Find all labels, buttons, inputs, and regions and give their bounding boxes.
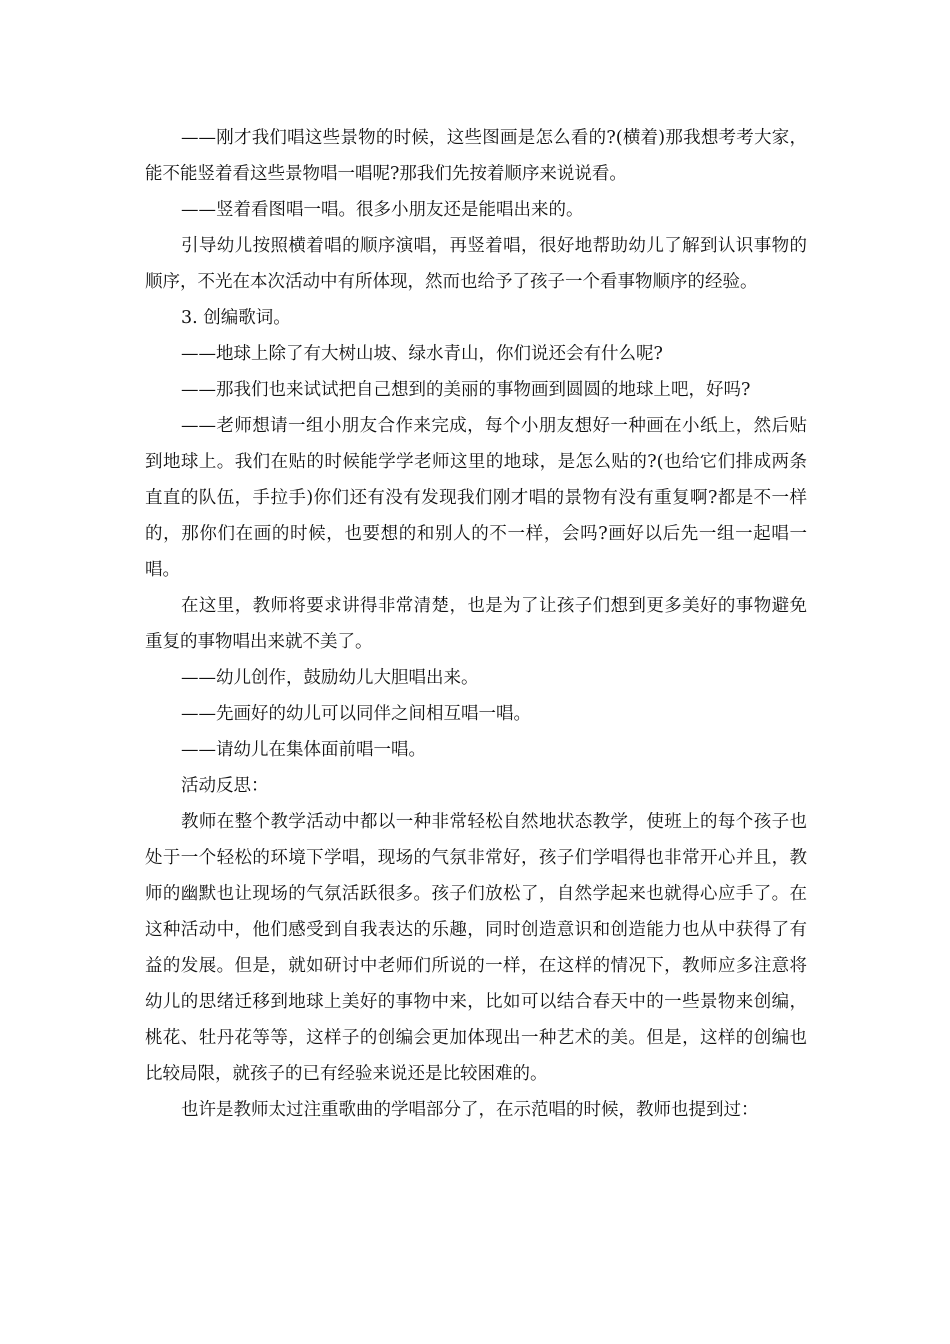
paragraph: 引导幼儿按照横着唱的顺序演唱，再竖着唱，很好地帮助幼儿了解到认识事物的顺序，不光在本次活动中有所体现，然而也给予了孩子一个看事物顺序的经验。 [145,236,807,292]
paragraph: ——先画好的幼儿可以同伴之间相互唱一唱。 [181,704,531,724]
paragraph: ——刚才我们唱这些景物的时候，这些图画是怎么看的?(横着)那我想考考大家，能不能竖着看这些景物唱一唱呢?那我们先按着顺序来说说看。 [145,128,807,184]
paragraph: ——幼儿创作，鼓励幼儿大胆唱出来。 [181,668,479,688]
paragraph: 教师在整个教学活动中都以一种非常轻松自然地状态教学，使班上的每个孩子也处于一个轻松的环境下学唱，现场的气氛非常好，孩子们学唱得也非常开心并且，教师的幽默也让现场的气氛活跃很多。孩子们放松了，自然学起来也就得心应手了。在这种活动中，他们感受到自我表达的乐趣，同时创造意识和创造能力也从中获得了有益的发展。但是，就如研讨中老师们所说的一样，在这样的情况下，教师应多注意将幼儿的思绪迁移到地球上美好的事物中来，比如可以结合春天中的一些景物来创编，桃花、牡丹花等等，这样子的创编会更加体现出一种艺术的美。但是，这样的创编也比较局限，就孩子的已有经验来说还是比较困难的。 [145,812,807,1084]
document-body [145,120,807,1128]
paragraph: ——竖着看图唱一唱。很多小朋友还是能唱出来的。 [181,200,584,220]
paragraph: 在这里，教师将要求讲得非常清楚，也是为了让孩子们想到更多美好的事物避免重复的事物唱出来就不美了。 [145,596,807,652]
paragraph: ——那我们也来试试把自己想到的美丽的事物画到圆圆的地球上吧，好吗? [181,380,751,400]
paragraph: ——请幼儿在集体面前唱一唱。 [181,740,426,760]
section-heading: 活动反思： [181,776,269,796]
section-heading: 3. 创编歌词。 [181,308,291,328]
paragraph: ——老师想请一组小朋友合作来完成，每个小朋友想好一种画在小纸上，然后贴到地球上。我们在贴的时候能学学老师这里的地球，是怎么贴的?(也给它们排成两条直直的队伍，手拉手)你们还有没有发现我们刚才唱的景物有没有重复啊?都是不一样的，那你们在画的时候，也要想的和别人的不一样，会吗?画好以后先一组一起唱一唱。 [145,416,807,580]
paragraph: ——地球上除了有大树山坡、绿水青山，你们说还会有什么呢? [181,344,663,364]
paragraph: 也许是教师太过注重歌曲的学唱部分了，在示范唱的时候，教师也提到过： [181,1100,759,1120]
